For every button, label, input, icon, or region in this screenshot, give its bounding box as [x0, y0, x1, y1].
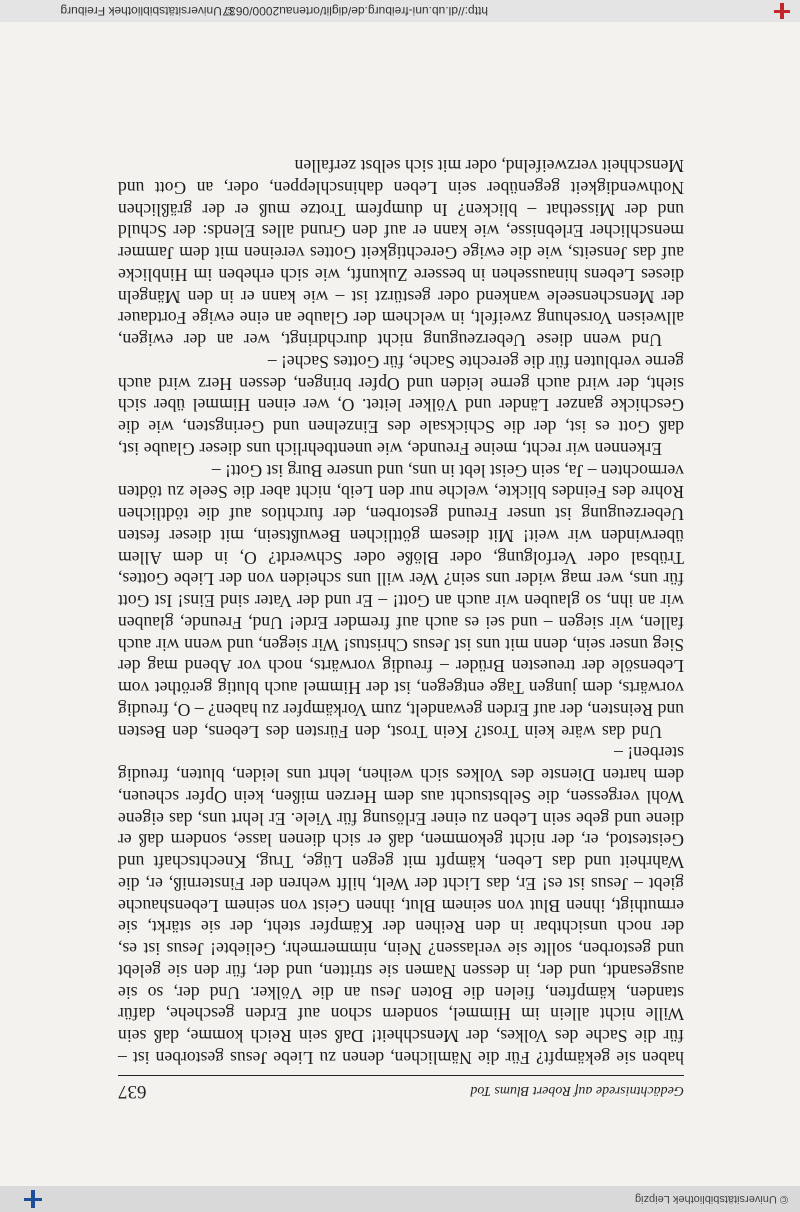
freiburg-logo-icon: [774, 3, 790, 19]
paragraph-3: Erkennen wir recht, meine Freunde, wie unentbehrlich uns dieser Glaube ist, daß Gott es ist, der die Schicksale des Einzelnen und Geringsten, wie die Geschicke ganzer Länder und Völker leitet. O, wer einen Himmel über sich sieht, der wird auch gerne leiden und Opfer bringen, dessen Herz wird auch gerne verbluten für die gerechte Sache, für Gottes Sache! –: [118, 352, 684, 459]
top-credit-bar: [0, 1186, 800, 1212]
freiburg-credit: © Universitätsbibliothek Freiburg: [60, 4, 234, 18]
leipzig-logo-icon: [24, 1190, 42, 1208]
running-head-title: Gedächtnisrede auf Robert Blums Tod: [470, 1083, 684, 1098]
scanned-page: [0, 22, 800, 1186]
paragraph-2: Und das wäre kein Trost? Kein Trost, den Fürsten des Lebens, den Besten und Reinsten, der auf Erden gewandelt, zum Vorkämpfer zu haben? – O, freudig vorwärts, dem jungen Tage entgegen, ist der Himmel auch blutig geröthet vom Lebensöle der treuesten Brüder – freudig vorwärts, noch vor Abend mag der Sieg unser sein, denn mit uns ist Jesus Christus! Wir siegen, und wenn wir auch fallen, wir siegen – und sei es auch auf fremder Erde! Und, Freunde, glauben wir an ihn, so glauben wir auch an Gott! – Er und der Vater sind Eins! Ist Gott für uns, wer mag wider uns sein? Wer will uns scheiden von der Liebe Gottes, Trübsal oder Verfolgung, oder Blöße oder Schwerdt? O, in dem Allem überwinden wir weit! Mit diesem göttlichen Bewußtsein, mit dieser festen Ueberzeugung ist unser Freund gestorben, der furchtlos auf die tödtlichen Rohre des Feindes blickte, welche nur den Leib, nicht aber die Seele zu tödten vermochten – Ja, sein Geist lebt in uns, und unsere Burg ist Gott! –: [118, 460, 684, 742]
paragraph-4: Und wenn diese Ueberzeugung nicht durchdringt, wer an der ewigen, allweisen Vorsehung zweifelt, in welchem der Glaube an eine ewige Fortdauer der Menschenseele wankend oder gestürzt ist – wie kann er in den Mängeln dieses Lebens hinaussehen in bessere Zukunft, wie sich erheben im Hinblicke auf das Jenseits, wie die ewige Gerechtigkeit Gottes vereinen mit dem Jammer menschlicher Erlebnisse, wie kann er auf den Grund alles Elends: der Schuld und der Missethat – blicken? In dumpfem Trotze muß er der gräßlichen Nothwendigkeit gegenüber sein Leben dahinschleppen, oder, an Gott und Menschheit verzweifelnd, oder mit sich selbst zerfallen: [118, 156, 684, 351]
body-text: [118, 155, 684, 1069]
digital-copy-link[interactable]: http://dl.ub.uni-freiburg.de/diglit/ortenau2000/0637: [222, 4, 488, 18]
leipzig-credit: © Universitätsbibliothek Leipzig: [634, 1193, 788, 1205]
footer-bar: [0, 0, 800, 22]
page-number: 637: [118, 1081, 147, 1102]
running-head: [118, 1075, 684, 1100]
paragraph-1: haben sie gekämpft? Für die Nämlichen, denen zu Liebe Jesus gestorben ist – für die Sache des Volkes, der Menschheit! Daß sein Reich komme, daß sein Wille nicht allein im Himmel, sondern schon auf Erden geschehe, dafür standen, kämpften, fielen die Boten Jesu an die Völker. Und der, so sie ausgesandt, und der, in dessen Namen sie stritten, und der, für den sie gelebt und gestorben, sollte sie verlassen? Nein, nimmermehr, Geliebte! Jesus ist es, der noch unsichtbar in den Reihen der Kämpfer steht, der sie stärkt, sie ermuthigt, ihnen Blut von seinem Blut, ihnen Geist von seinem Lebenshauche giebt – Jesus ist es! Er, das Licht der Welt, hilft wehren der Finsterniß, er, die Wahrheit und das Leben, kämpft mit gegen Lüge, Trug, Knechtschaft und Geistestod, er, der nicht gekommen, daß er sich dienen lasse, sondern daß er diene und gebe sein Leben zu einer Erlösung für Viele. Er lehrt uns, das eigene Wohl vergessen, die Selbstsucht aus dem Herzen mißen, kein Opfer scheuen, dem harten Dienste des Volkes sich weihen, lehrt uns leiden, bluten, freudig sterben! –: [118, 743, 684, 1068]
